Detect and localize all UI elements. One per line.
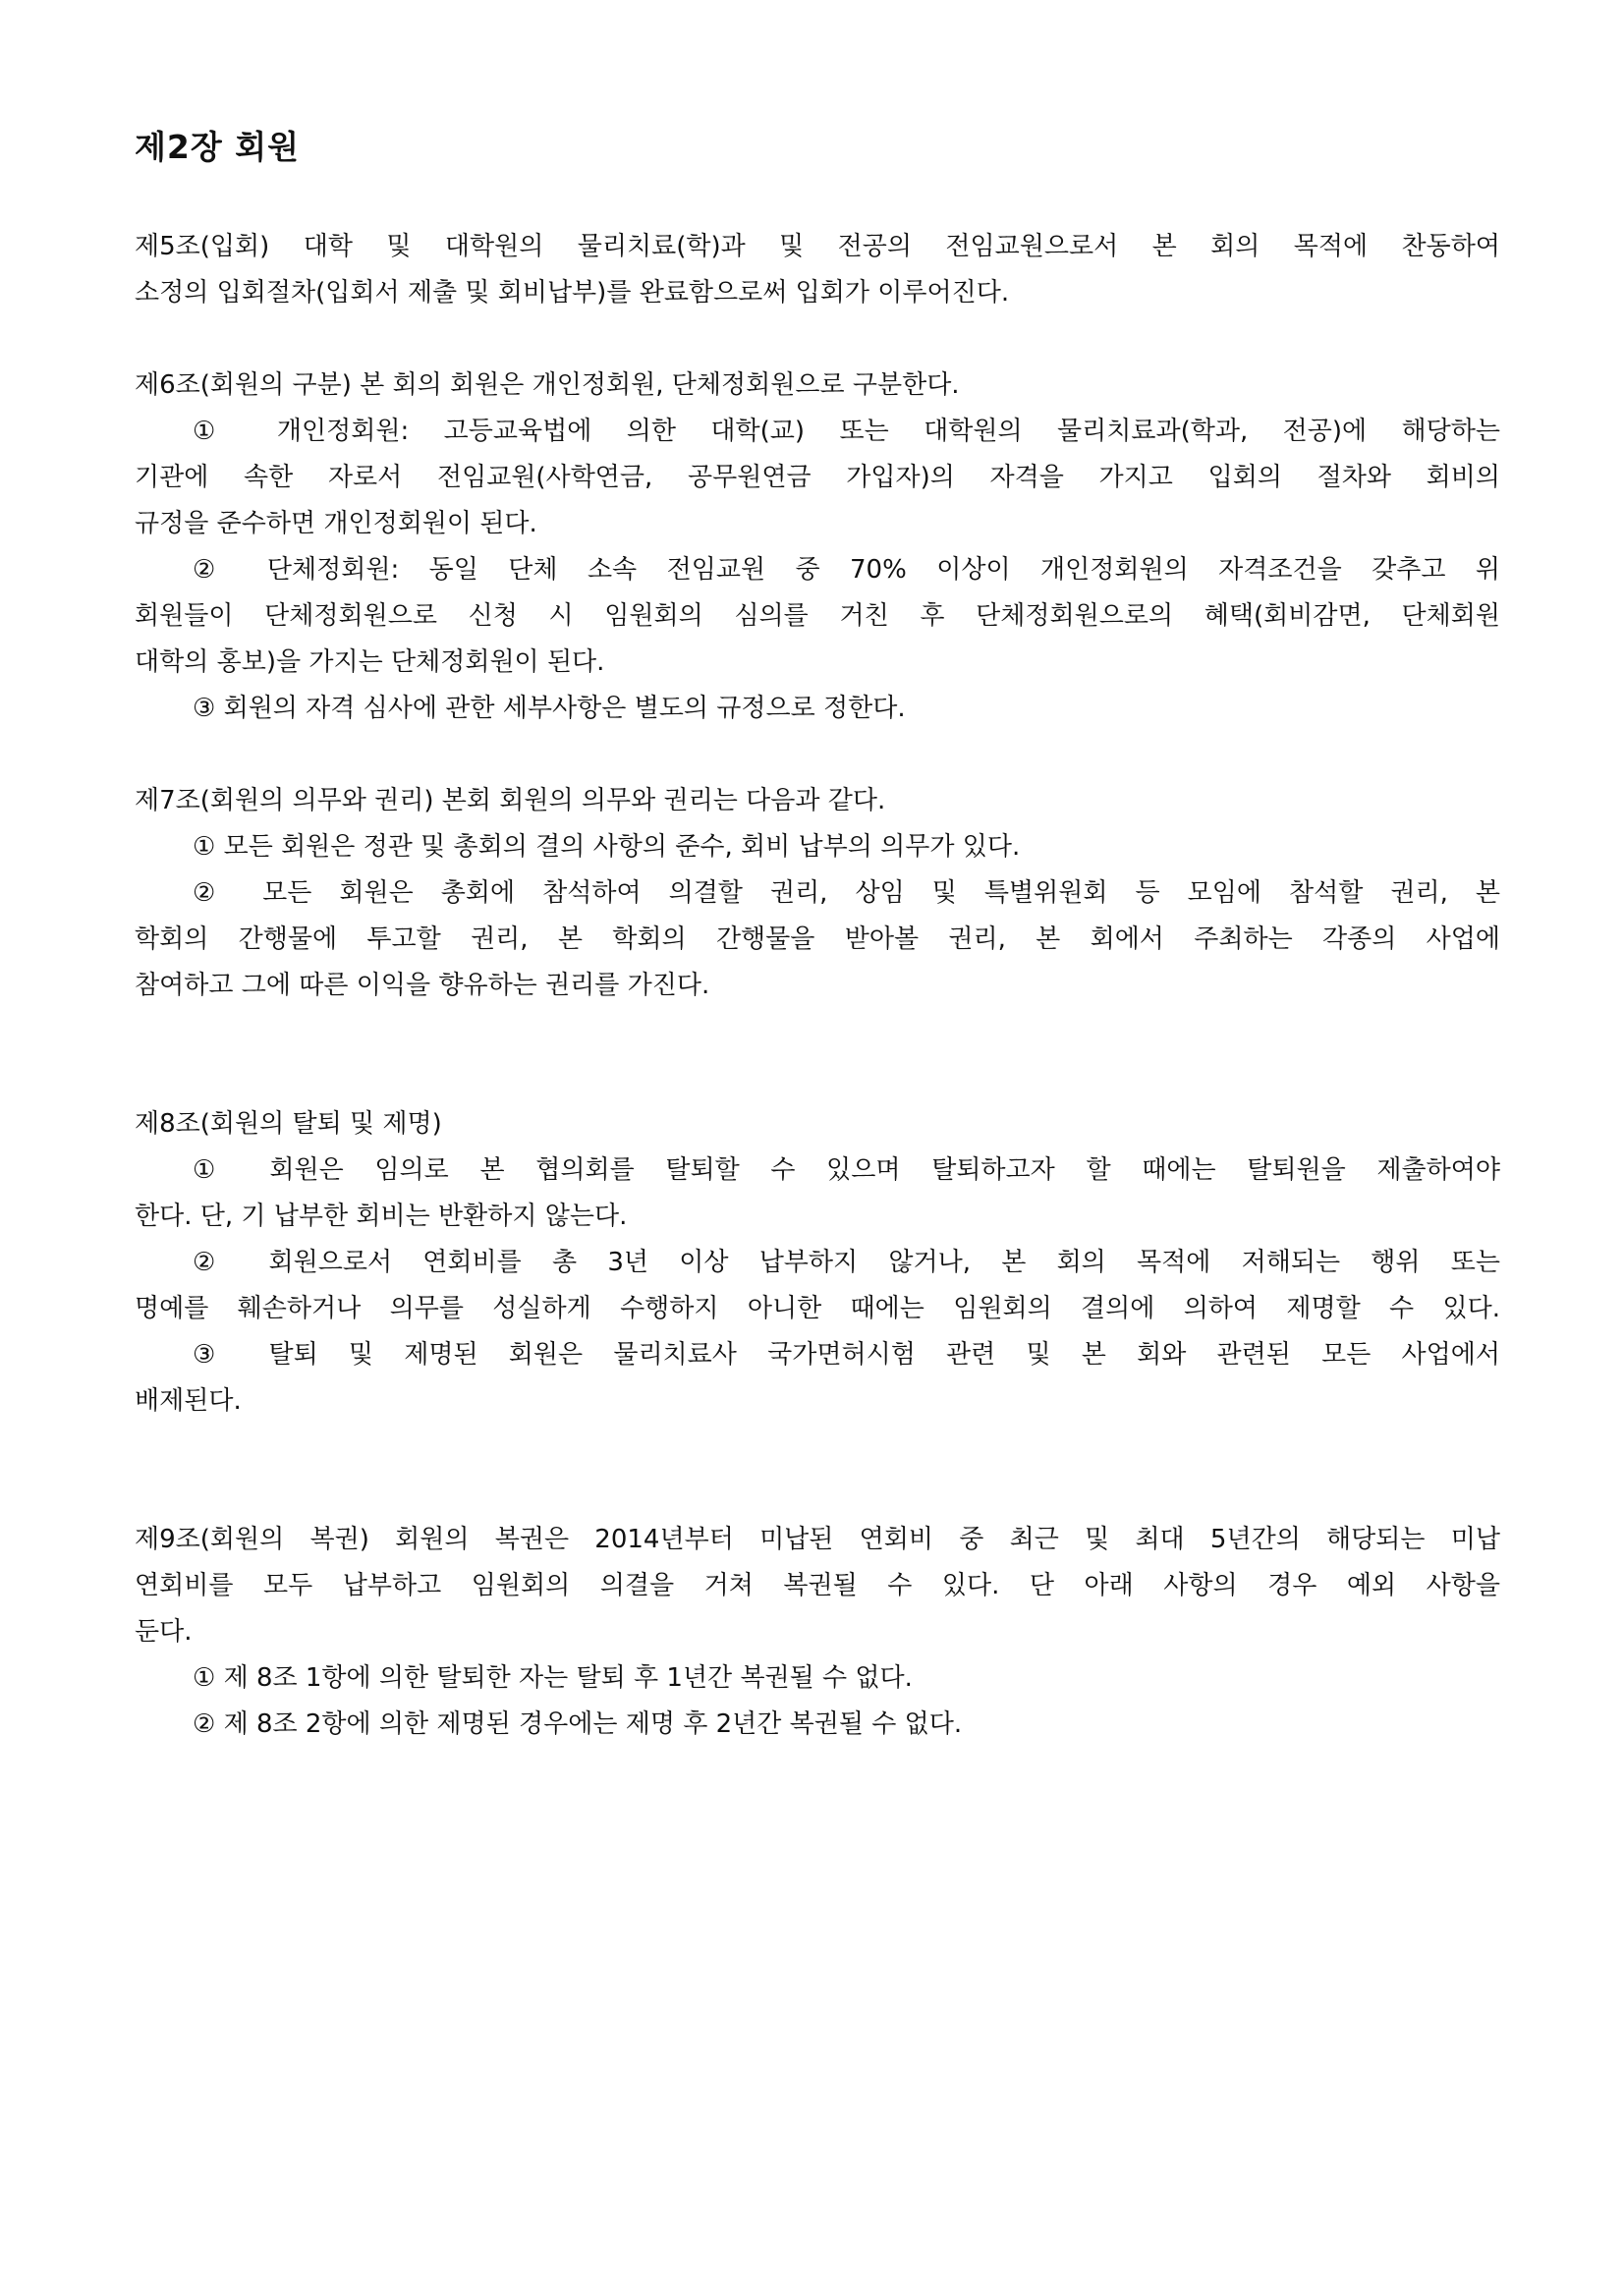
article-9-line-3: 둔다. xyxy=(135,1617,193,1647)
article-5 xyxy=(135,224,1500,316)
article-7-clause-1: ① 모든 회원은 정관 및 총회의 결의 사항의 준수, 회비 납부의 의무가 있다. xyxy=(193,832,1021,862)
article-8-clause-3-line-2: 배제된다. xyxy=(135,1386,242,1416)
spacer xyxy=(135,732,1500,778)
article-6-clause-3: ③ 회원의 자격 심사에 관한 세부사항은 별도의 규정으로 정한다. xyxy=(193,694,906,723)
article-9-clause-1: ① 제 8조 1항에 의한 탈퇴한 자는 탈퇴 후 1년간 복권될 수 없다. xyxy=(193,1663,913,1693)
article-8-clause-1-line-1: ① 회원은 임의로 본 협의회를 탈퇴할 수 있으며 탈퇴하고자 할 때에는 탈퇴원을 제출하여야 xyxy=(193,1155,1500,1185)
article-7-clause-2-line-3: 참여하고 그에 따른 이익을 향유하는 권리를 가진다. xyxy=(135,971,710,1000)
article-6-clause-2-line-3: 대학의 홍보)을 가지는 단체정회원이 된다. xyxy=(135,647,605,677)
article-8 xyxy=(135,1101,1500,1425)
article-5-line-2: 소정의 입회절차(입회서 제출 및 회비납부)를 완료함으로써 입회가 이루어진다. xyxy=(135,278,1010,308)
article-9 xyxy=(135,1517,1500,1748)
chapter-title: 제2장 회원 xyxy=(135,128,300,166)
spacer xyxy=(135,1009,1500,1101)
article-6-clause-1-line-3: 규정을 준수하면 개인정회원이 된다. xyxy=(135,509,537,538)
article-5-line-1: 제5조(입회) 대학 및 대학원의 물리치료(학)과 및 전공의 전임교원으로서 본 회의 목적에 찬동하여 xyxy=(135,232,1500,261)
article-6-heading: 제6조(회원의 구분) 본 회의 회원은 개인정회원, 단체정회원으로 구분한다. xyxy=(135,370,960,400)
article-9-line-1: 제9조(회원의 복권) 회원의 복권은 2014년부터 미납된 연회비 중 최근 및 최대 5년간의 해당되는 미납 xyxy=(135,1525,1500,1554)
article-7-clause-2-line-2: 학회의 간행물에 투고할 권리, 본 학회의 간행물을 받아볼 권리, 본 회에서 주최하는 각종의 사업에 xyxy=(135,924,1500,954)
article-9-clause-2: ② 제 8조 2항에 의한 제명된 경우에는 제명 후 2년간 복권될 수 없다. xyxy=(193,1709,963,1739)
article-9-line-2: 연회비를 모두 납부하고 임원회의 의결을 거쳐 복권될 수 있다. 단 아래 사항의 경우 예외 사항을 xyxy=(135,1571,1500,1600)
spacer xyxy=(135,1425,1500,1517)
document-page xyxy=(135,128,1500,1748)
article-8-clause-3-line-1: ③ 탈퇴 및 제명된 회원은 물리치료사 국가면허시험 관련 및 본 회와 관련된 모든 사업에서 xyxy=(193,1340,1500,1370)
article-8-clause-1-line-2: 한다. 단, 기 납부한 회비는 반환하지 않는다. xyxy=(135,1202,628,1231)
article-6 xyxy=(135,363,1500,732)
article-7 xyxy=(135,778,1500,1009)
article-8-clause-2-line-1: ② 회원으로서 연회비를 총 3년 이상 납부하지 않거나, 본 회의 목적에 저해되는 행위 또는 xyxy=(193,1248,1500,1277)
article-8-heading: 제8조(회원의 탈퇴 및 제명) xyxy=(135,1109,442,1139)
article-6-clause-2-line-1: ② 단체정회원: 동일 단체 소속 전임교원 중 70% 이상이 개인정회원의 자격조건을 갖추고 위 xyxy=(193,555,1500,585)
article-7-heading: 제7조(회원의 의무와 권리) 본회 회원의 의무와 권리는 다음과 같다. xyxy=(135,786,886,815)
article-6-clause-2-line-2: 회원들이 단체정회원으로 신청 시 임원회의 심의를 거친 후 단체정회원으로의 혜택(회비감면, 단체회원 xyxy=(135,601,1500,631)
article-6-clause-1-line-2: 기관에 속한 자로서 전임교원(사학연금, 공무원연금 가입자)의 자격을 가지고 입회의 절차와 회비의 xyxy=(135,463,1500,492)
article-6-clause-1-line-1: ① 개인정회원: 고등교육법에 의한 대학(교) 또는 대학원의 물리치료과(학과, 전공)에 해당하는 xyxy=(193,417,1500,446)
article-8-clause-2-line-2: 명예를 훼손하거나 의무를 성실하게 수행하지 아니한 때에는 임원회의 결의에 의하여 제명할 수 있다. xyxy=(135,1294,1500,1323)
spacer xyxy=(135,316,1500,363)
article-7-clause-2-line-1: ② 모든 회원은 총회에 참석하여 의결할 권리, 상임 및 특별위원회 등 모임에 참석할 권리, 본 xyxy=(193,878,1500,908)
